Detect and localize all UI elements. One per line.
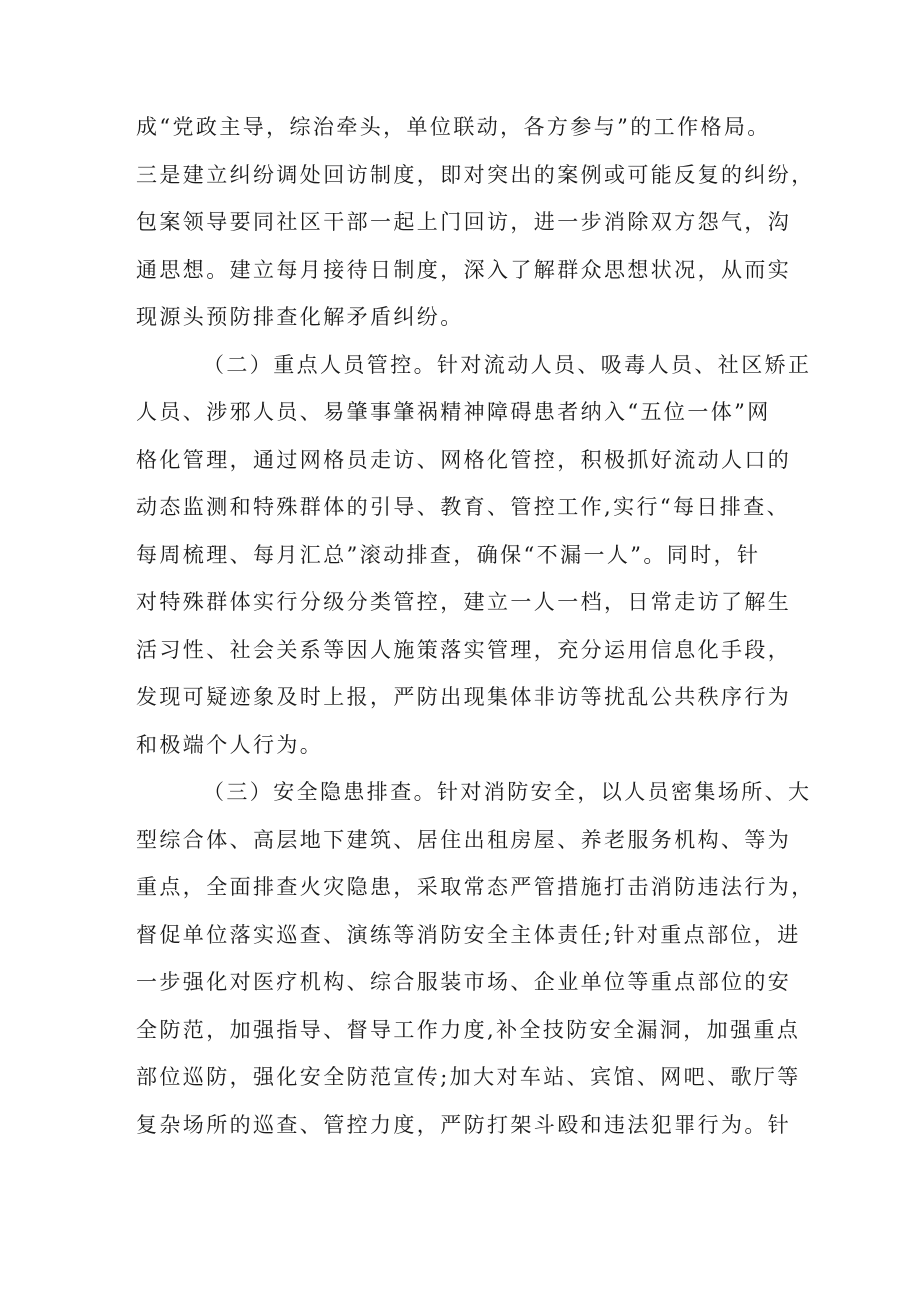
paragraph-dispute-mechanism (136, 104, 815, 342)
text-line: 人员、涉邪人员、易肇事肇祸精神障碍患者纳入“五位一体”网 (136, 400, 771, 424)
text-line: 和极端个人行为。 (136, 732, 324, 757)
text-line: 型综合体、高层地下建筑、居住出租房屋、养老服务机构、等为 (136, 827, 792, 852)
text-line: 对特殊群体实行分级分类管控，建立一人一档，日常走访了解生 (136, 590, 792, 614)
text-line: （三）安全隐患排查。针对消防安全，以人员密集场所、大 (203, 780, 812, 804)
text-line: （二）重点人员管控。针对流动人员、吸毒人员、社区矫正 (203, 352, 812, 377)
text-line: 每周梳理、每月汇总”滚动排查，确保“不漏一人”。同时，针 (136, 542, 761, 567)
text-line: 活习性、社会关系等因人施策落实管理，充分运用信息化手段， (136, 637, 792, 662)
text-line: 发现可疑迹象及时上报，严防出现集体非访等扰乱公共秩序行为 (136, 685, 792, 709)
paragraph-key-personnel-control (136, 342, 812, 770)
text-line: 复杂场所的巡查、管控力度，严防打架斗殴和违法犯罪行为。针 (136, 1112, 792, 1137)
text-line: 一步强化对医疗机构、综合服装市场、企业单位等重点部位的安 (136, 970, 792, 994)
text-line: 全防范，加强指导、督导工作力度,补全技防安全漏洞，加强重点 (136, 1017, 801, 1042)
text-line: 督促单位落实巡查、演练等消防安全主体责任;针对重点部位，进 (136, 922, 801, 947)
text-line: 包案领导要同社区干部一起上门回访，进一步消除双方怨气，沟 (136, 210, 792, 234)
text-line: 三是建立纠纷调处回访制度，即对突出的案例或可能反复的纠纷， (136, 162, 815, 187)
text-line: 格化管理，通过网格员走访、网格化管控，积极抓好流动人口的 (136, 447, 792, 472)
text-line: 部位巡防，强化安全防范宣传;加大对车站、宾馆、网吧、歌厅等 (136, 1065, 801, 1089)
text-line: 动态监测和特殊群体的引导、教育、管控工作,实行“每日排查、 (136, 495, 791, 519)
text-line: 重点，全面排查火灾隐患，采取常态严管措施打击消防违法行为， (136, 875, 815, 899)
document-body (136, 104, 815, 1149)
text-line: 现源头预防排查化解矛盾纠纷。 (136, 305, 464, 329)
text-line: 成“党政主导，综治牵头，单位联动，各方参与”的工作格局。 (136, 115, 771, 139)
paragraph-safety-hazard-inspection (136, 769, 815, 1149)
text-line: 通思想。建立每月接待日制度，深入了解群众思想状况，从而实 (136, 257, 792, 282)
